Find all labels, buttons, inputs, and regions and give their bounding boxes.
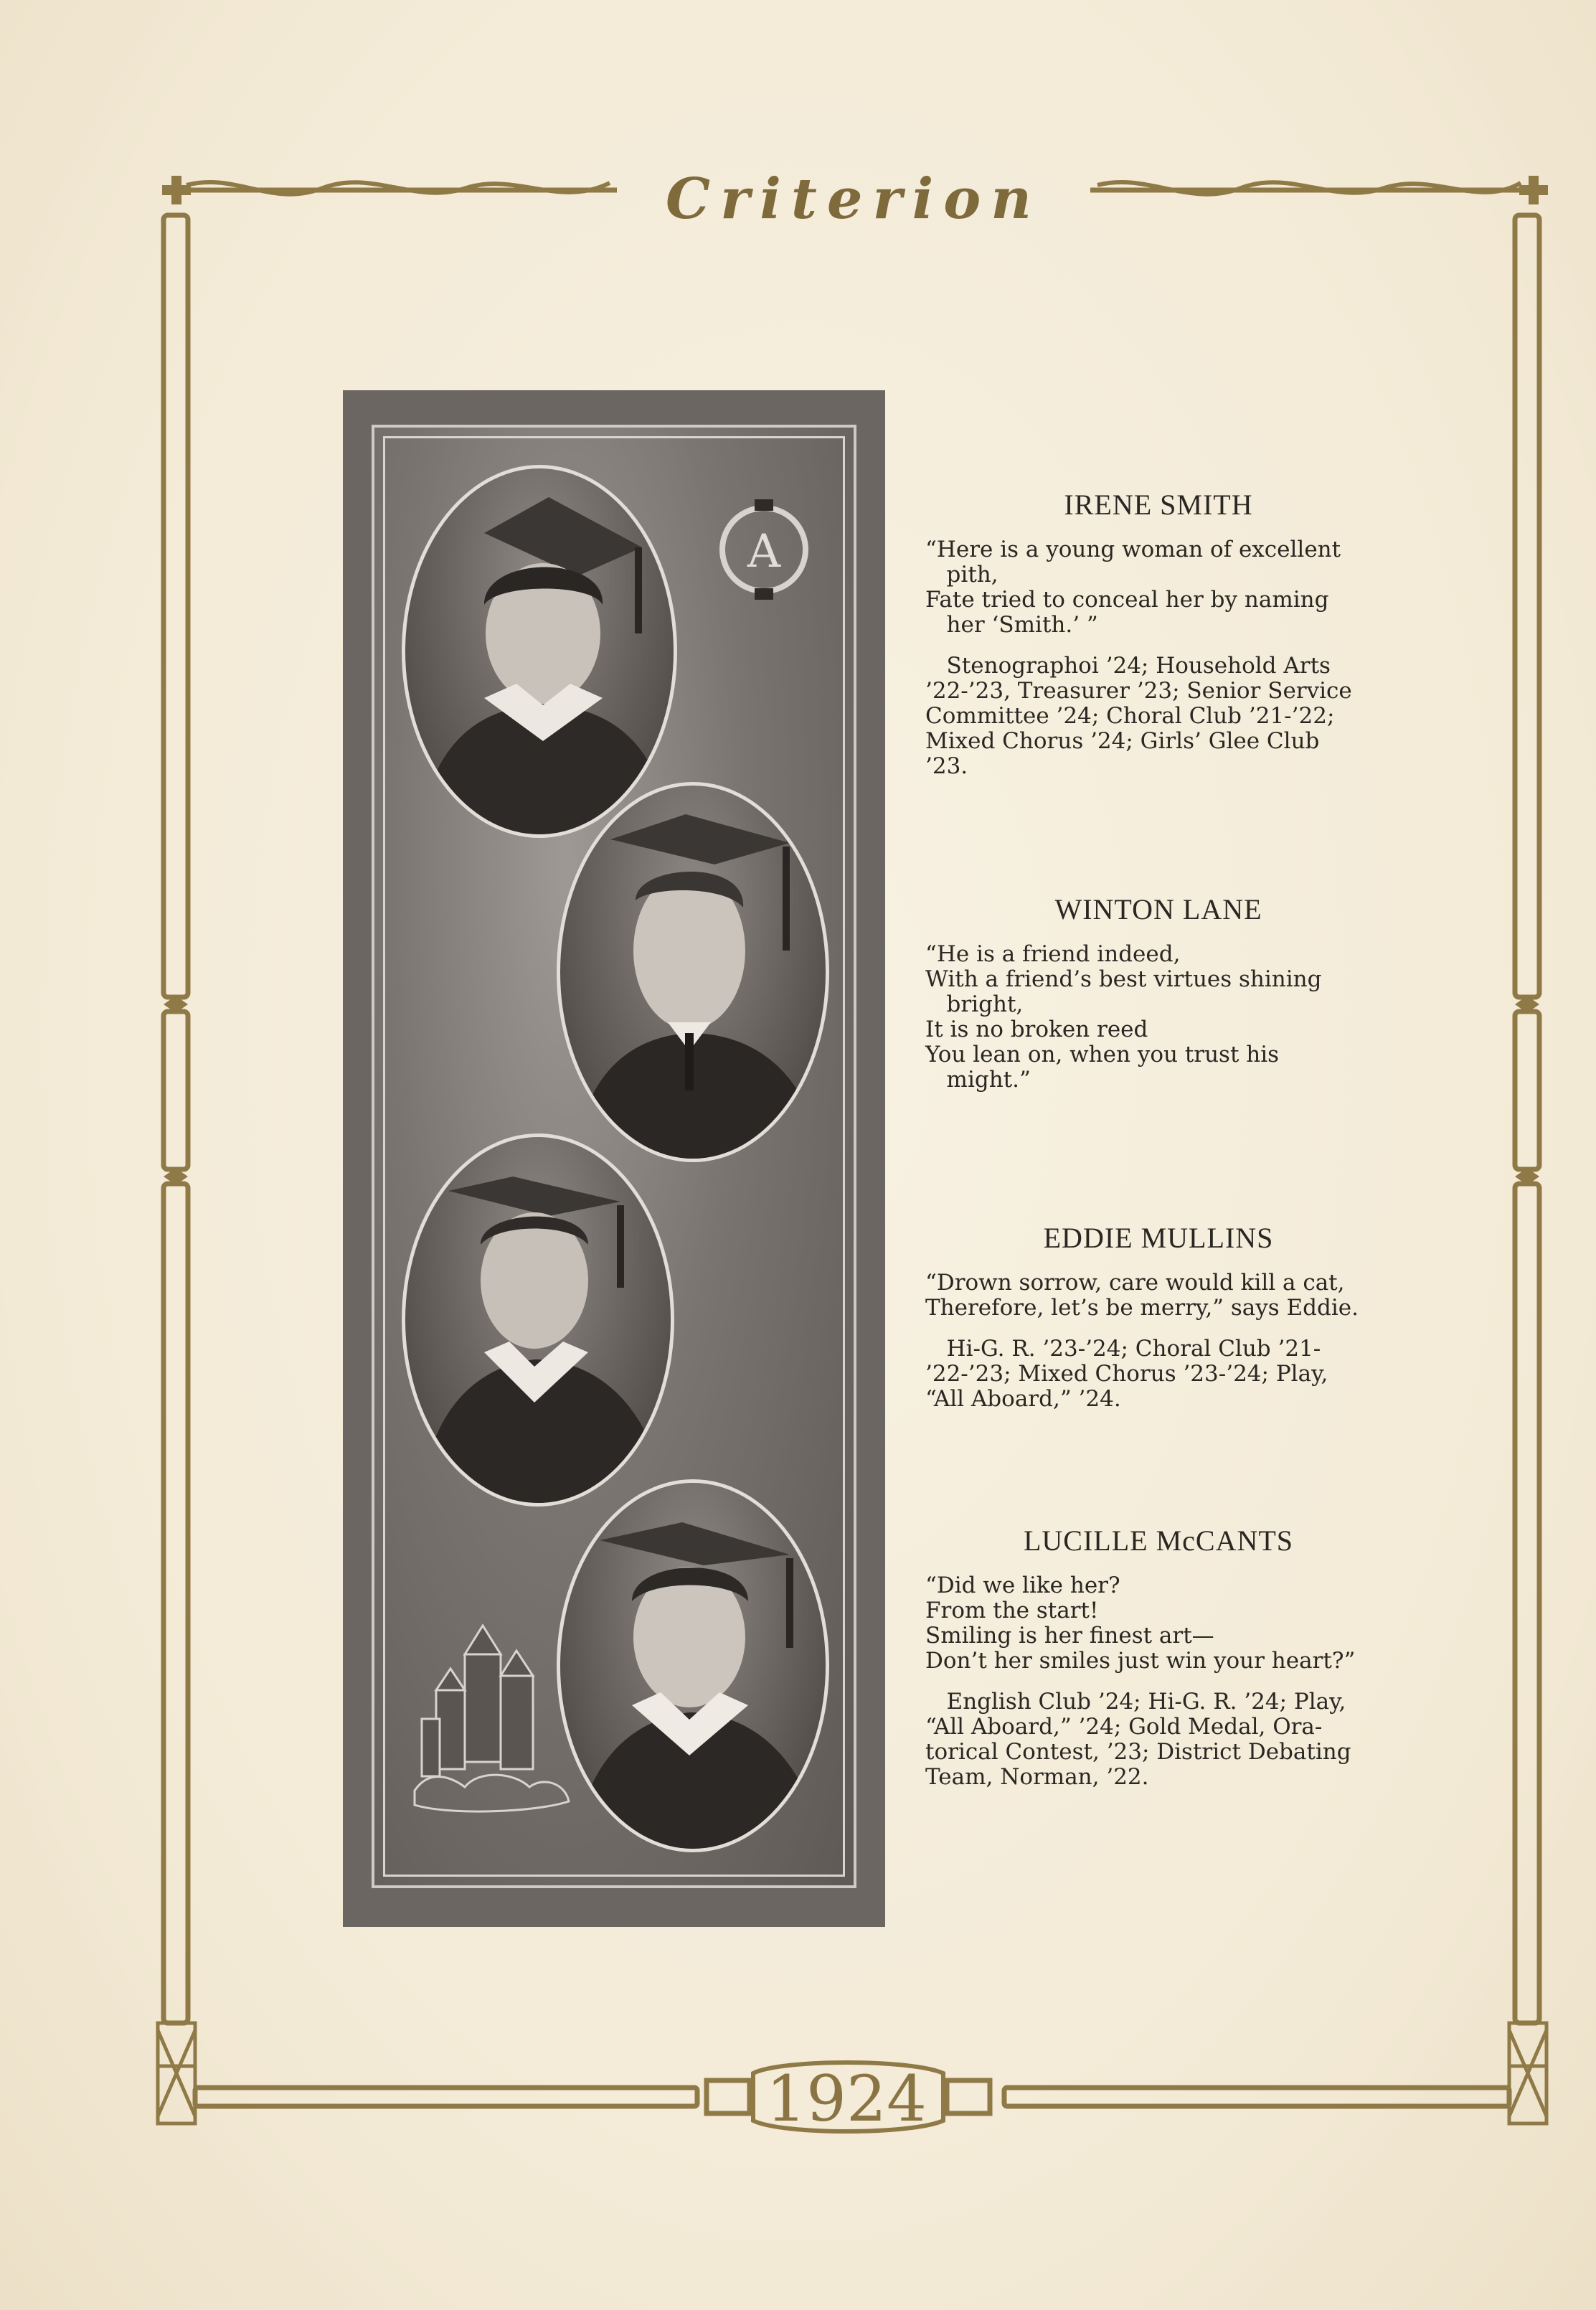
record-line: Mixed Chorus ’24; Girls’ Glee Club [925,728,1320,754]
verse-line: Smiling is her finest art— [925,1623,1214,1649]
verse-line: her ‘Smith.’ ” [925,612,1098,638]
photo-panel [343,390,885,1927]
entry-verse [925,537,1392,638]
portrait-winton-lane [557,782,829,1162]
entry-verse [925,1573,1392,1674]
verse-line: “Drown sorrow, care would kill a cat, [925,1270,1345,1296]
verse-line: might.” [925,1067,1031,1093]
entry-eddie-mullins [925,1221,1392,1412]
record-line: “All Aboard,” ’24. [925,1386,1121,1412]
verse-line: You lean on, when you trust his [925,1042,1280,1067]
monogram-emblem [710,492,818,614]
verse-line: Fate tried to conceal her by naming [925,587,1329,613]
verse-line: “He is a friend indeed, [925,941,1181,967]
record-line: ’22-’23, Treasurer ’23; Senior Service [925,678,1352,704]
record-line: ’22-’23; Mixed Chorus ’23-’24; Play, [925,1361,1328,1387]
record-line: Committee ’24; Choral Club ’21-’22; [925,703,1335,729]
entry-name: IRENE SMITH [1064,489,1253,521]
portrait-eddie-mullins [402,1133,674,1507]
record-line: Stenographoi ’24; Household Arts [925,653,1331,679]
castle-illustration [407,1611,572,1826]
entry-name: LUCILLE McCANTS [1023,1524,1294,1557]
entry-name: WINTON LANE [1054,893,1262,925]
record-line: “All Aboard,” ’24; Gold Medal, Ora- [925,1714,1323,1740]
verse-line: Therefore, let’s be merry,” says Eddie. [925,1295,1359,1321]
verse-line: From the start! [925,1598,1099,1623]
record-line: Team, Norman, ’22. [925,1764,1149,1790]
record-line: torical Contest, ’23; District Debating [925,1739,1351,1765]
verse-line: “Did we like her? [925,1573,1120,1598]
entry-record [925,654,1392,779]
verse-line: It is no broken reed [925,1017,1148,1042]
entry-record [925,1689,1392,1790]
verse-line: bright, [925,991,1024,1017]
entry-verse [925,942,1392,1093]
portrait-lucille-mccants [557,1479,829,1852]
footer-year: 1924 [766,2062,927,2136]
monogram-letter: A [747,525,781,578]
record-line: English Club ’24; Hi-G. R. ’24; Play, [925,1689,1346,1715]
record-line: Hi-G. R. ’23-’24; Choral Club ’21- [925,1336,1321,1362]
verse-line: “Here is a young woman of excellent [925,537,1341,562]
entry-irene-smith [925,488,1392,779]
entry-name: EDDIE MULLINS [1043,1222,1274,1254]
photo-panel-mat [372,425,856,1888]
verse-line: pith, [925,562,998,588]
record-line: ’23. [925,753,968,779]
page-header-title: Criterion [666,166,1042,232]
entry-lucille-mccants [925,1524,1392,1790]
entry-winton-lane [925,892,1392,1093]
entry-record [925,1336,1392,1412]
portrait-irene-smith [402,465,677,838]
verse-line: Don’t her smiles just win your heart?” [925,1648,1356,1674]
entry-verse [925,1270,1392,1321]
verse-line: With a friend’s best virtues shining [925,966,1322,992]
